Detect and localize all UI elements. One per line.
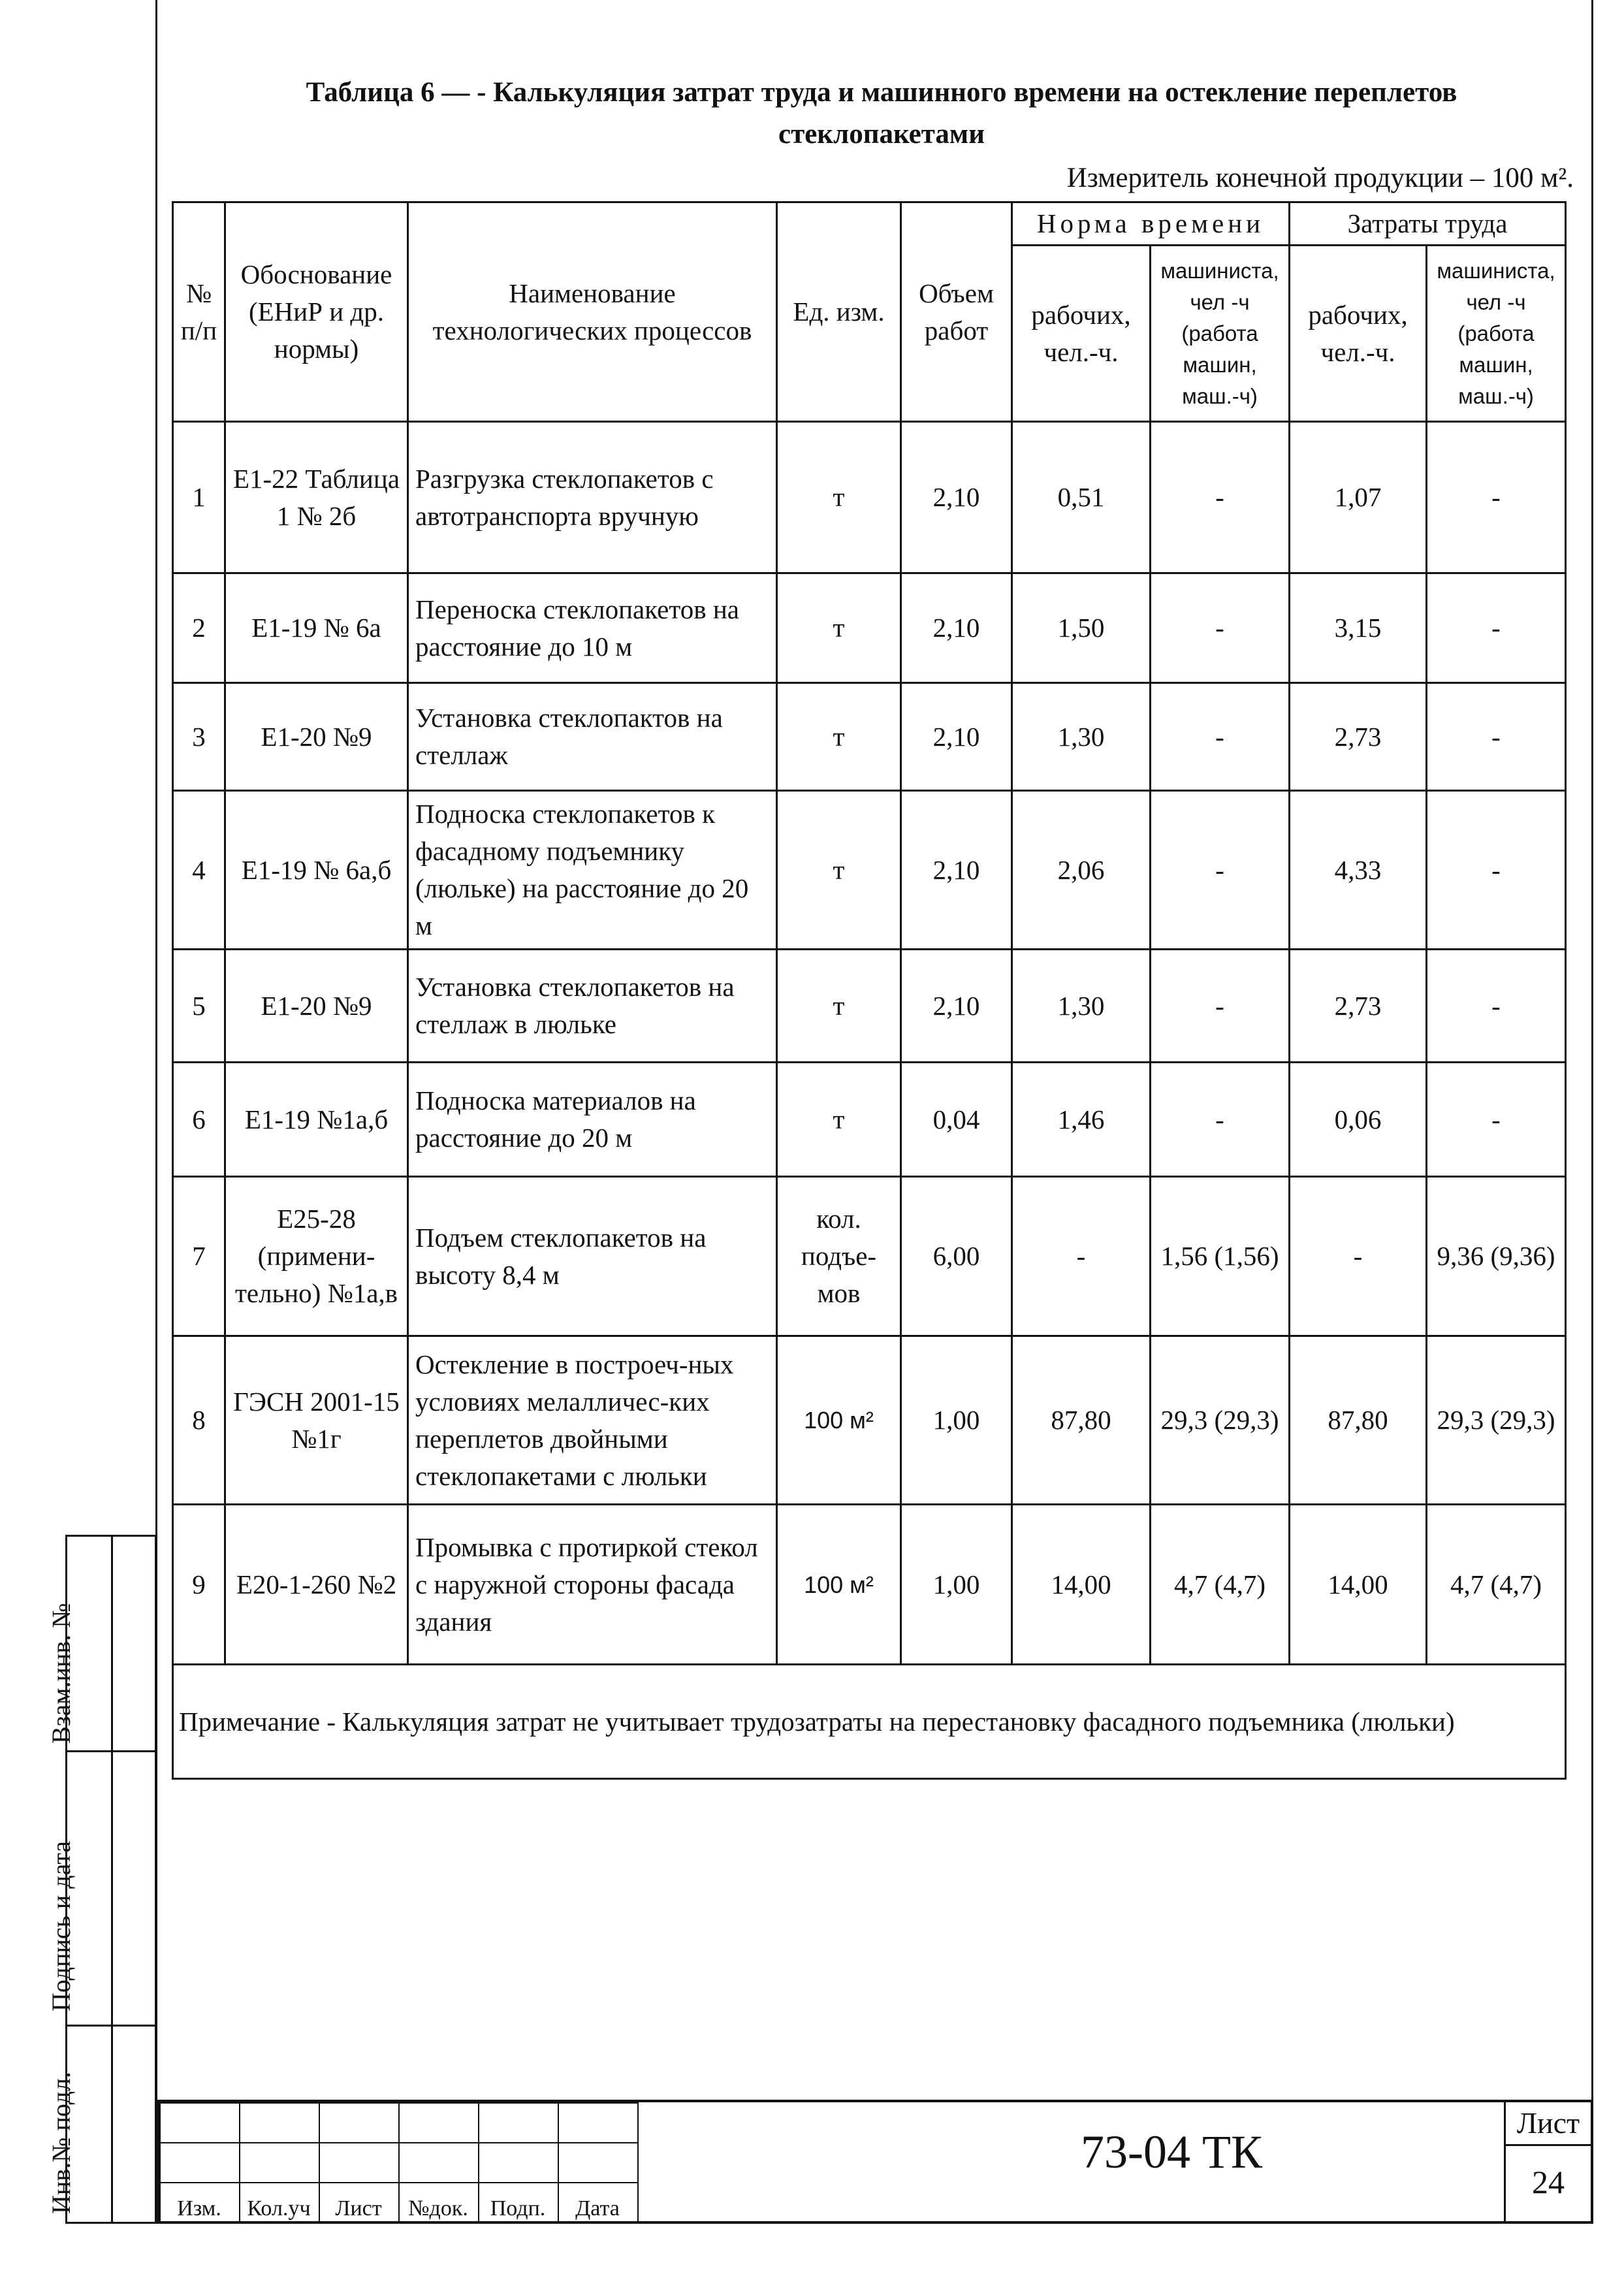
table-row (173, 1505, 1566, 1665)
sheet-label: Лист (1506, 2102, 1591, 2146)
cell-basis: Е20-1-260 №2 (225, 1505, 408, 1665)
stamp-label-podp: Подп. (490, 2196, 546, 2221)
cell-basis: Е1-20 №9 (225, 683, 408, 791)
side-label-podpis: Подпись и дата (46, 1840, 76, 2012)
cell-norm-workers: 1,30 (1012, 950, 1151, 1063)
cell-process: Подноска материалов на расстояние до 20 м (408, 1063, 777, 1177)
cell-basis: Е1-20 №9 (225, 950, 408, 1063)
table-title (170, 72, 1593, 155)
cell-norm-machinist: 4,7 (4,7) (1151, 1505, 1290, 1665)
cell-basis: Е1-22 Таблица 1 № 2б (225, 422, 408, 573)
header-norm-workers: рабочих, чел.-ч. (1012, 246, 1151, 422)
cell-num: 5 (173, 950, 225, 1063)
title-block (157, 2100, 1593, 2224)
cell-basis: Е1-19 № 6а (225, 573, 408, 683)
cell-norm-workers: 1,46 (1012, 1063, 1151, 1177)
cell-labor-machinist: 29,3 (29,3) (1427, 1336, 1566, 1505)
cell-unit: 100 м² (777, 1505, 901, 1665)
cell-unit: кол. подъе-мов (777, 1177, 901, 1336)
frame-right-line (1591, 0, 1593, 2100)
stamp-label-kol: Кол.уч (247, 2196, 311, 2221)
cell-labor-workers: 2,73 (1290, 683, 1427, 791)
sheet-box (1504, 2102, 1591, 2224)
table-row (173, 683, 1566, 791)
cell-labor-machinist: 9,36 (9,36) (1427, 1177, 1566, 1336)
measure-unit: Измеритель конечной продукции – 100 м². (1066, 163, 1574, 193)
cell-process: Разгрузка стеклопакетов с автотранспорта вручную (408, 422, 777, 573)
cell-norm-workers: 0,51 (1012, 422, 1151, 573)
cell-num: 2 (173, 573, 225, 683)
cell-process: Переноска стеклопакетов на расстояние до 10 м (408, 573, 777, 683)
cell-norm-workers: 1,50 (1012, 573, 1151, 683)
header-basis: Обоснование (ЕНиР и др. нормы) (225, 202, 408, 422)
cell-labor-workers: 3,15 (1290, 573, 1427, 683)
cell-volume: 1,00 (901, 1336, 1012, 1505)
cell-labor-machinist: - (1427, 683, 1566, 791)
cell-norm-machinist: - (1151, 1063, 1290, 1177)
cell-labor-workers: - (1290, 1177, 1427, 1336)
labor-cost-table (172, 201, 1567, 1780)
cell-num: 9 (173, 1505, 225, 1665)
cell-volume: 2,10 (901, 791, 1012, 950)
cell-basis: Е25-28 (примени-тельно) №1а,в (225, 1177, 408, 1336)
cell-unit: т (777, 573, 901, 683)
cell-labor-machinist: - (1427, 791, 1566, 950)
header-norm-machinist: машиниста, чел -ч (работа машин, маш.-ч) (1151, 246, 1290, 422)
cell-num: 6 (173, 1063, 225, 1177)
note-text: Примечание - Калькуляция затрат не учитывает трудозатраты на перестановку фасадного подъемника (люльки) (173, 1665, 1566, 1779)
cell-unit: т (777, 422, 901, 573)
stamp-label-izm: Изм. (177, 2196, 221, 2221)
header-row-1 (173, 202, 1566, 246)
header-unit: Ед. изм. (777, 202, 901, 422)
cell-unit: т (777, 1063, 901, 1177)
cell-labor-workers: 4,33 (1290, 791, 1427, 950)
cell-unit: т (777, 950, 901, 1063)
cell-labor-workers: 0,06 (1290, 1063, 1427, 1177)
header-volume: Объем работ (901, 202, 1012, 422)
cell-volume: 2,10 (901, 683, 1012, 791)
cell-norm-machinist: 1,56 (1,56) (1151, 1177, 1290, 1336)
cell-norm-workers: - (1012, 1177, 1151, 1336)
cell-labor-machinist: - (1427, 950, 1566, 1063)
cell-process: Установка стеклопактов на стеллаж (408, 683, 777, 791)
title-line-2: стеклопакетами (778, 119, 985, 150)
cell-norm-machinist: - (1151, 950, 1290, 1063)
cell-labor-workers: 2,73 (1290, 950, 1427, 1063)
table-row (173, 573, 1566, 683)
side-stamp-divider (111, 1535, 113, 2224)
header-num: № п/п (173, 202, 225, 422)
cell-num: 8 (173, 1336, 225, 1505)
side-label-inv: Инв.№ подл. (46, 2072, 76, 2214)
cell-norm-machinist: - (1151, 422, 1290, 573)
cell-process: Остекление в построеч-ных условиях мелалличес-ких переплетов двойными стеклопакетами с люльки (408, 1336, 777, 1505)
table-row (173, 1336, 1566, 1505)
cell-process: Подъем стеклопакетов на высоту 8,4 м (408, 1177, 777, 1336)
stamp-label-list: Лист (335, 2196, 382, 2221)
cell-volume: 0,04 (901, 1063, 1012, 1177)
cell-volume: 1,00 (901, 1505, 1012, 1665)
cell-basis: Е1-19 № 6а,б (225, 791, 408, 950)
cell-labor-machinist: - (1427, 573, 1566, 683)
cell-basis: ГЭСН 2001-15 №1г (225, 1336, 408, 1505)
cell-num: 4 (173, 791, 225, 950)
cell-labor-machinist: 4,7 (4,7) (1427, 1505, 1566, 1665)
cell-volume: 2,10 (901, 950, 1012, 1063)
cell-unit: 100 м² (777, 1336, 901, 1505)
cell-process: Установка стеклопакетов на стеллаж в люльке (408, 950, 777, 1063)
cell-norm-machinist: - (1151, 573, 1290, 683)
header-labor-group: Затраты труда (1290, 202, 1566, 246)
table-row (173, 791, 1566, 950)
cell-labor-workers: 1,07 (1290, 422, 1427, 573)
table-row (173, 422, 1566, 573)
sheet-number: 24 (1532, 2164, 1565, 2200)
table-row (173, 1063, 1566, 1177)
note-row (173, 1665, 1566, 1779)
header-labor-workers: рабочих, чел.-ч. (1290, 246, 1427, 422)
cell-labor-workers: 14,00 (1290, 1505, 1427, 1665)
cell-norm-machinist: - (1151, 791, 1290, 950)
cell-process: Подноска стеклопакетов к фасадному подъемнику (люльке) на расстояние до 20 м (408, 791, 777, 950)
table-row (173, 1177, 1566, 1336)
cell-volume: 2,10 (901, 422, 1012, 573)
cell-norm-workers: 14,00 (1012, 1505, 1151, 1665)
header-labor-machinist: машиниста, чел -ч (работа машин, маш.-ч) (1427, 246, 1566, 422)
header-norm-group: Норма времени (1012, 202, 1290, 246)
cell-process: Промывка с протиркой стекол с наружной стороны фасада здания (408, 1505, 777, 1665)
cell-unit: т (777, 683, 901, 791)
cell-norm-workers: 2,06 (1012, 791, 1151, 950)
cell-norm-machinist: 29,3 (29,3) (1151, 1336, 1290, 1505)
cell-unit: т (777, 791, 901, 950)
title-line-1: Таблица 6 — - Калькуляция затрат труда и машинного времени на остекление переплетов (306, 77, 1457, 108)
cell-norm-workers: 1,30 (1012, 683, 1151, 791)
stamp-label-data: Дата (575, 2196, 620, 2221)
cell-num: 1 (173, 422, 225, 573)
stamp-label-ndok: №док. (408, 2196, 468, 2221)
cell-norm-machinist: - (1151, 683, 1290, 791)
cell-norm-workers: 87,80 (1012, 1336, 1151, 1505)
cell-labor-machinist: - (1427, 422, 1566, 573)
cell-volume: 6,00 (901, 1177, 1012, 1336)
document-code: 73-04 ТК (1081, 2126, 1262, 2178)
side-label-vzam: Взам.инв. № (46, 1603, 76, 1744)
header-process: Наименование технологических процессов (408, 202, 777, 422)
cell-num: 3 (173, 683, 225, 791)
cell-basis: Е1-19 №1а,б (225, 1063, 408, 1177)
cell-volume: 2,10 (901, 573, 1012, 683)
cell-labor-workers: 87,80 (1290, 1336, 1427, 1505)
table-row (173, 950, 1566, 1063)
cell-num: 7 (173, 1177, 225, 1336)
cell-labor-machinist: - (1427, 1063, 1566, 1177)
